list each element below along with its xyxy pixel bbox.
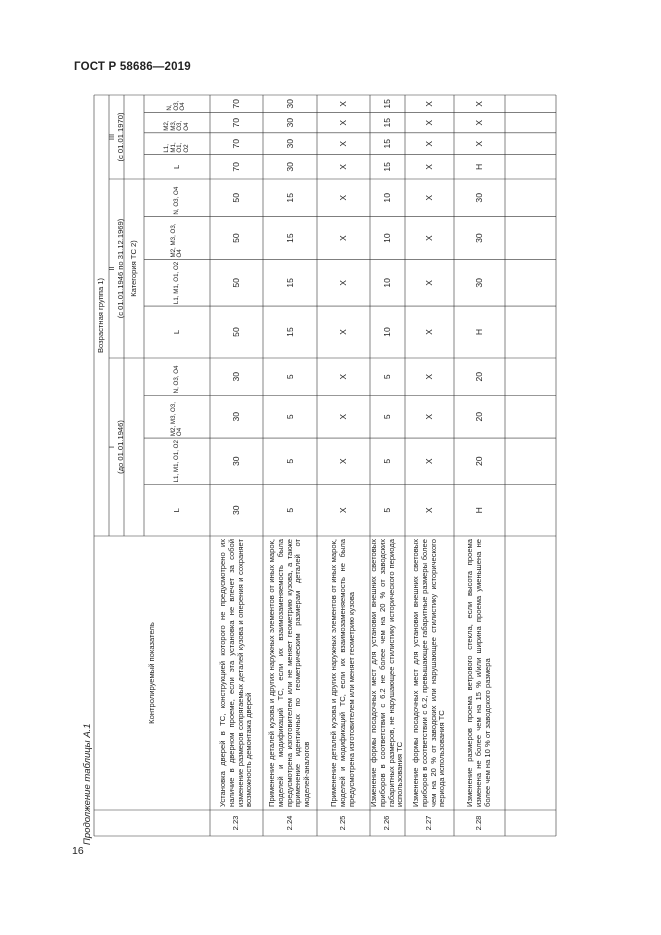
value-2.25-2: X xyxy=(338,413,349,420)
value-2.27-11: X xyxy=(424,100,435,107)
value-2.24-6: 15 xyxy=(284,233,295,243)
standard-header: ГОСТ Р 58686—2019 xyxy=(74,61,191,73)
indicator-header: Контролируемый показатель xyxy=(146,622,156,724)
value-2.23-0: 30 xyxy=(231,505,242,515)
group-period: (с 01.01.1946 по 31.12.1969) xyxy=(115,218,125,319)
value-2.26-9: 15 xyxy=(382,138,393,149)
value-2.27-10: X xyxy=(424,119,435,126)
group-roman: III xyxy=(106,133,116,141)
value-2.27-0: X xyxy=(424,507,435,514)
category-L-g1: L xyxy=(171,508,181,513)
group-roman: I xyxy=(106,445,116,449)
category-header: Категория ТС 2) xyxy=(128,240,138,297)
category-c2-g2: M2, M3, O3, O4 xyxy=(169,223,183,258)
row-number-2.24: 2.24 xyxy=(284,815,294,831)
value-2.23-8: 70 xyxy=(231,162,242,172)
row-text-2.25: Применение деталей кузова и других наружных элементов от иных марок, моделей и модификаций ТС, если их взаимозаменяемость не была предусмотрена изготовителем или меняет геометрию кузова xyxy=(329,539,356,807)
value-2.25-4: X xyxy=(338,329,349,335)
value-2.23-2: 30 xyxy=(231,411,242,422)
value-2.26-10: 15 xyxy=(382,117,393,128)
value-2.24-4: 15 xyxy=(284,327,295,337)
value-2.23-5: 50 xyxy=(231,278,242,288)
value-2.25-3: X xyxy=(338,373,349,380)
value-2.28-5: 30 xyxy=(474,278,485,288)
value-2.23-10: 70 xyxy=(231,117,242,128)
category-L-g3: L xyxy=(171,164,181,169)
value-2.23-3: 30 xyxy=(231,371,242,382)
category-c3-g3: N, O3, O4 xyxy=(166,100,187,111)
category-c2-g3: M2, M3, O3, O4 xyxy=(163,120,190,131)
value-2.28-11: X xyxy=(474,100,485,107)
value-2.23-9: 70 xyxy=(231,138,242,149)
value-2.26-8: 15 xyxy=(382,162,393,172)
group-period: (до 01.01.1946) xyxy=(115,420,125,474)
value-2.28-2: 20 xyxy=(474,411,485,422)
group-roman: II xyxy=(106,266,116,271)
value-2.27-6: X xyxy=(424,235,435,241)
value-2.27-8: X xyxy=(424,163,435,170)
category-L-g2: L xyxy=(171,329,181,335)
value-2.26-3: 5 xyxy=(382,374,393,380)
value-2.25-7: X xyxy=(338,194,349,201)
row-text-2.26: Изменение формы посадочных мест для установки внешних световых приборов в соответствии с 6.2 не более чем на 20 % от заводских габаритных размеров, не нарушающее стилистику исторического периода использования ТС xyxy=(368,539,405,807)
value-2.23-7: 50 xyxy=(231,193,242,203)
value-2.25-0: X xyxy=(338,507,349,514)
row-text-2.27: Изменение формы посадочных мест для установки внешних световых приборов в соответствии с 6.2, превышающее габаритные размеры более чем на 20 % от заводских или нарушающее стилистику исторического периода использования ТС xyxy=(410,539,447,807)
row-text-2.24: Применение деталей кузова и других наружных элементов от иных марок, моделей и модификаций ТС, если их взаимозаменяемость была предусмотрена изготовителем или не меняет геометрию кузова, а также применение идентичных по геометрическим размерам деталей от моделей-аналогов xyxy=(266,539,312,807)
value-2.25-6: X xyxy=(338,235,349,241)
value-2.27-7: X xyxy=(424,194,435,201)
value-2.24-3: 5 xyxy=(284,374,295,380)
category-c1-g1: L1, M1, O1, O2 xyxy=(172,440,180,483)
category-c2-g1: M2, M3, O3, O4 xyxy=(169,402,183,437)
value-2.25-5: X xyxy=(338,279,349,286)
value-2.24-5: 15 xyxy=(284,278,295,288)
value-2.24-8: 30 xyxy=(284,162,295,172)
value-2.26-5: 10 xyxy=(382,278,393,288)
category-c3-g2: N, O3, O4 xyxy=(172,186,180,215)
row-number-2.27: 2.27 xyxy=(424,815,434,831)
page-number: 16 xyxy=(72,845,84,857)
row-number-2.26: 2.26 xyxy=(382,815,392,831)
value-2.26-7: 10 xyxy=(382,193,393,203)
value-2.25-11: X xyxy=(338,100,349,107)
value-2.28-3: 20 xyxy=(474,371,485,382)
value-2.23-4: 50 xyxy=(231,327,242,337)
value-2.28-9: X xyxy=(474,140,485,147)
value-2.26-11: 15 xyxy=(382,99,393,109)
value-2.26-4: 10 xyxy=(382,327,393,337)
value-2.28-6: 30 xyxy=(474,233,485,243)
age-group-2 xyxy=(106,179,125,358)
value-2.26-0: 5 xyxy=(382,507,393,513)
value-2.26-2: 5 xyxy=(382,414,393,420)
row-text-2.28: Изменение размеров проема ветрового стекла, если высота проема изменена не более чем на 15 % и/или ширина проема уменьшена не более чем на 10 % от заводского размера xyxy=(465,539,492,807)
category-c1-g3: L1, M1, O1, O2 xyxy=(163,142,190,153)
value-2.23-11: 70 xyxy=(231,99,242,109)
age-group-3 xyxy=(106,95,125,179)
value-2.26-1: 5 xyxy=(382,458,393,464)
value-2.27-2: X xyxy=(424,413,435,420)
value-2.28-7: 30 xyxy=(474,193,485,203)
row-number-2.25: 2.25 xyxy=(338,815,348,831)
category-c3-g1: N, O3, O4 xyxy=(172,365,180,394)
value-2.24-11: 30 xyxy=(284,99,295,109)
value-2.24-9: 30 xyxy=(284,138,295,149)
value-2.24-2: 5 xyxy=(284,414,295,420)
value-2.23-1: 30 xyxy=(231,456,242,467)
value-2.28-8: Н xyxy=(474,163,485,170)
value-2.25-10: X xyxy=(338,119,349,126)
value-2.24-1: 5 xyxy=(284,458,295,464)
value-2.27-5: X xyxy=(424,279,435,286)
value-2.27-3: X xyxy=(424,373,435,380)
value-2.28-4: Н xyxy=(474,328,485,336)
row-number-2.23: 2.23 xyxy=(231,815,241,831)
value-2.23-6: 50 xyxy=(231,233,242,243)
value-2.28-10: X xyxy=(474,119,485,126)
value-2.28-1: 20 xyxy=(474,456,485,467)
age-group-1 xyxy=(106,358,125,536)
table-caption: Продолжение таблицы А.1 xyxy=(82,723,93,845)
value-2.24-10: 30 xyxy=(284,117,295,128)
value-2.24-7: 15 xyxy=(284,193,295,203)
category-c1-g2: L1, M1, O1, O2 xyxy=(172,261,180,305)
value-2.28-0: Н xyxy=(474,507,485,514)
value-2.25-9: X xyxy=(338,140,349,147)
group-period: (с 01.01.1970) xyxy=(115,112,125,162)
value-2.25-1: X xyxy=(338,458,349,465)
row-text-2.23: Установка дверей в ТС, конструкцией которого не предусмотрено их наличие в дверном проеме, если эта установка не влечет за собой изменение размеров сопрягаемых деталей кузова и оперения и сохраняет возможность демонтажа дверей xyxy=(217,539,254,807)
row-number-2.28: 2.28 xyxy=(474,815,484,831)
value-2.24-0: 5 xyxy=(284,507,295,513)
age-group-header: Возрастная группа 1) xyxy=(96,277,106,354)
value-2.27-1: X xyxy=(424,458,435,465)
value-2.25-8: X xyxy=(338,163,349,170)
value-2.26-6: 10 xyxy=(382,233,393,243)
value-2.27-9: X xyxy=(424,140,435,147)
value-2.27-4: X xyxy=(424,329,435,335)
